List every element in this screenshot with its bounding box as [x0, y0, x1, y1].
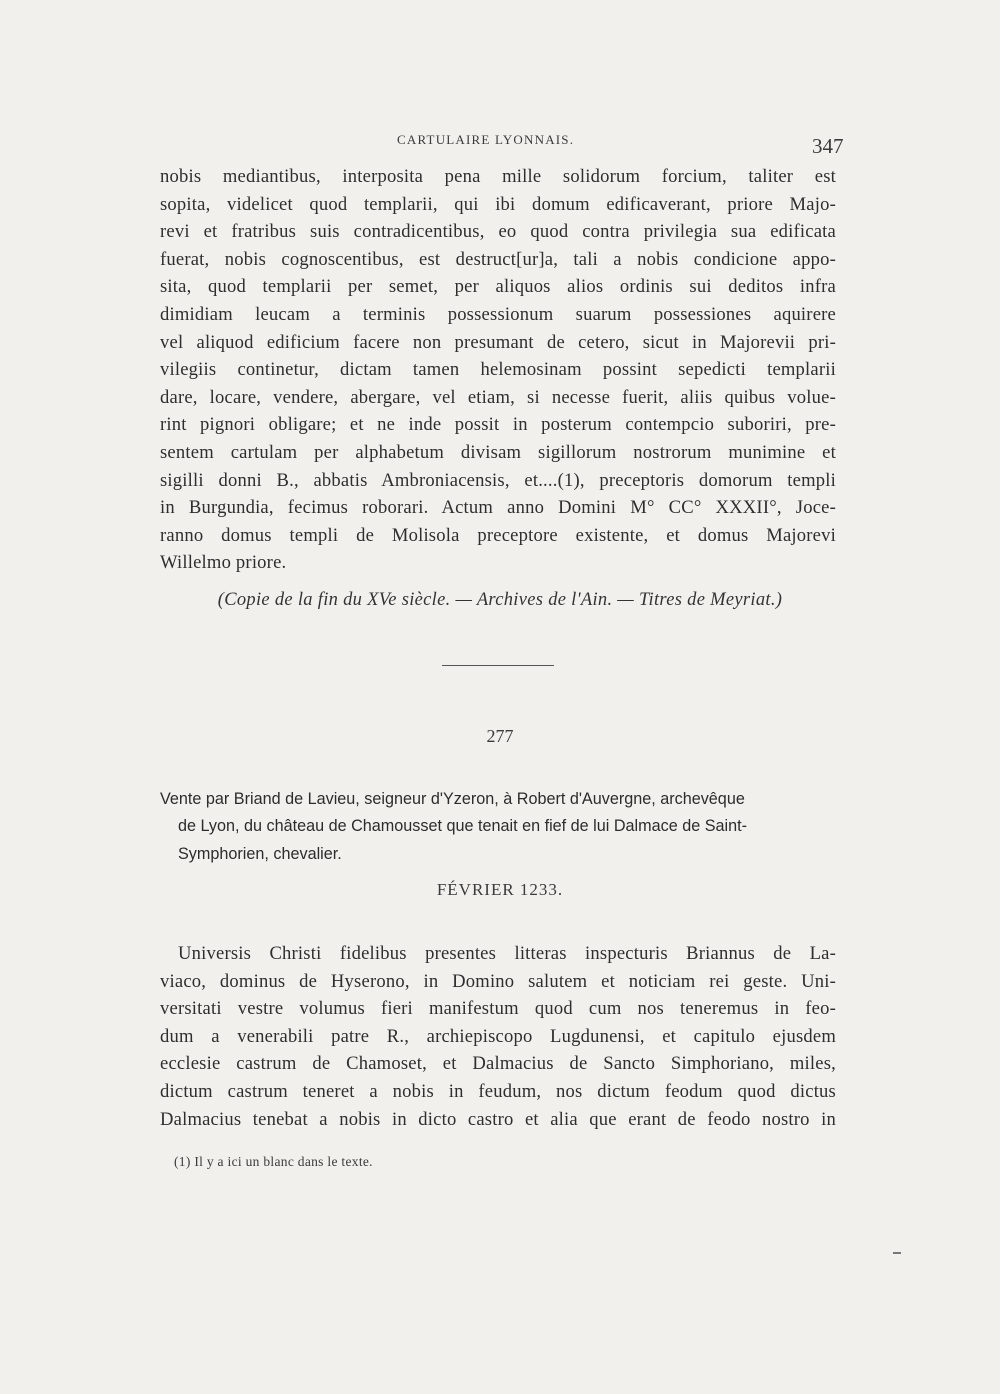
running-head: CARTULAIRE LYONNAIS.	[397, 132, 575, 147]
document-date: FÉVRIER 1233.	[436, 880, 564, 899]
footnote: (1) Il y a ici un blanc dans le texte.	[174, 1154, 373, 1169]
text-line: versitati vestre volumus fieri manifestum quod cum nos teneremus in feo-	[160, 998, 836, 1020]
text-line: ranno domus templi de Molisola preceptore existente, et domus Majorevi	[160, 524, 836, 546]
page-number: 347	[812, 134, 844, 158]
section-divider	[442, 665, 554, 666]
document-number: 277	[486, 726, 514, 746]
text-line: vel aliquod edificium facere non presumant de cetero, sicut in Majorevii pri-	[160, 331, 836, 353]
print-speck	[893, 1252, 901, 1254]
document-text	[160, 940, 836, 1133]
text-line: rint pignori obligare; et ne inde possit in posterum contempcio suboriri, pre-	[160, 414, 836, 436]
text-line: fuerat, nobis cognoscentibus, est destruct[ur]a, tali a nobis condicione appo-	[160, 248, 836, 270]
text-line: sentem cartulam per alphabetum divisam sigillorum nostrorum munimine et	[160, 441, 836, 463]
text-line: dictum castrum teneret a nobis in feudum, nos dictum feodum quod dictus	[160, 1080, 836, 1102]
text-line: vilegiis continetur, dictam tamen helemosinam possint sepedicti templarii	[160, 359, 836, 381]
text-line: sigilli donni B., abbatis Ambroniacensis, et....(1), preceptoris domorum templi	[160, 469, 836, 491]
summary-line: Vente par Briand de Lavieu, seigneur d'Yzeron, à Robert d'Auvergne, archevêque	[160, 790, 745, 808]
summary-line: Symphorien, chevalier.	[178, 844, 342, 863]
summary-line: de Lyon, du château de Chamousset que tenait en fief de lui Dalmace de Saint-	[178, 817, 748, 836]
text-line: Dalmacius tenebat a nobis in dicto castro et alia que erant de feodo nostro in	[160, 1108, 836, 1130]
text-line: revi et fratribus suis contradicentibus, eo quod contra privilegia sua edificata	[160, 221, 836, 243]
continuation-text	[160, 163, 836, 577]
text-line: dimidiam leucam a terminis possessionum suarum possessiones aquirere	[160, 303, 836, 325]
text-line: in Burgundia, fecimus roborari. Actum anno Domini M° CC° XXXII°, Joce-	[160, 497, 836, 519]
document-summary	[160, 786, 836, 868]
text-line: dum a venerabili patre R., archiepiscopo Lugdunensi, et capitulo ejusdem	[160, 1025, 836, 1047]
text-line: sita, quod templarii per semet, per aliquos alios ordinis sui deditos infra	[160, 276, 836, 298]
text-line: viaco, dominus de Hyserono, in Domino salutem et noticiam rei geste. Uni-	[160, 970, 836, 992]
source-note: (Copie de la fin du XVe siècle. — Archives de l'Ain. — Titres de Meyriat.)	[217, 590, 783, 610]
text-line: Universis Christi fidelibus presentes litteras inspecturis Briannus de La-	[178, 943, 836, 964]
text-line: Willelmo priore.	[160, 552, 287, 574]
text-line: ecclesie castrum de Chamoset, et Dalmacius de Sancto Simphoriano, miles,	[160, 1053, 836, 1075]
text-line: nobis mediantibus, interposita pena mille solidorum forcium, taliter est	[160, 166, 836, 187]
text-line: sopita, videlicet quod templarii, qui ibi domum edificaverant, priore Majo-	[160, 193, 836, 215]
text-line: dare, locare, vendere, abergare, vel etiam, si necesse fuerit, aliis quibus volue-	[160, 386, 836, 408]
